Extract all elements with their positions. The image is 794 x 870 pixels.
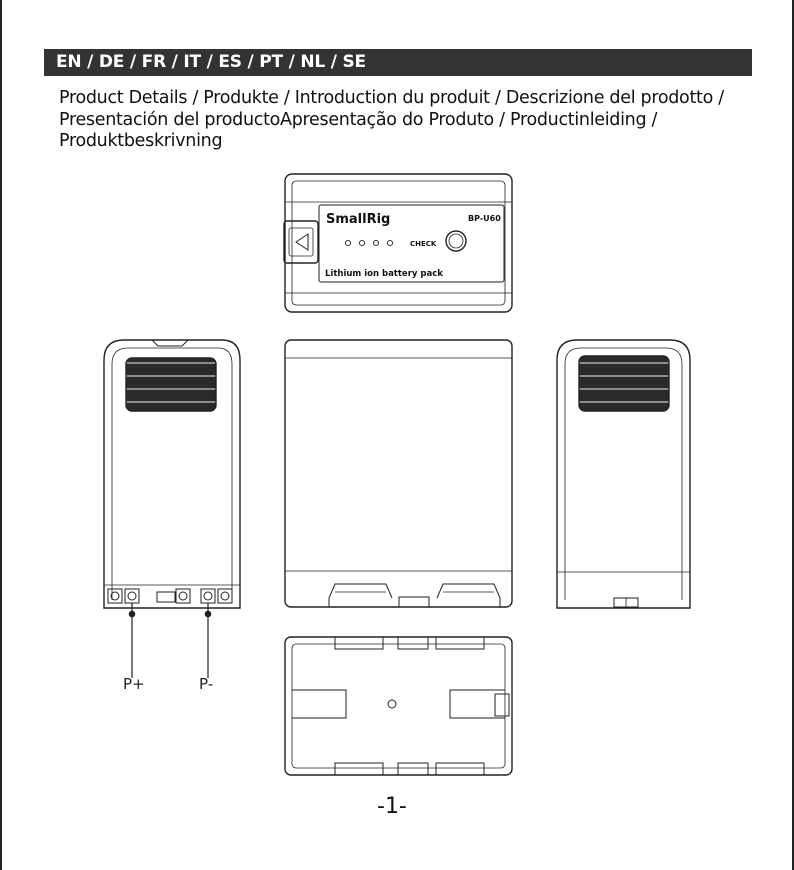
battery-top-view bbox=[284, 174, 512, 312]
check-label: CHECK bbox=[410, 240, 437, 248]
charge-indicator-leds bbox=[345, 240, 392, 245]
brand-logo: SmallRig bbox=[326, 212, 391, 227]
heading-line-2: Presentación del productoApresentação do Produto / Productinleiding / bbox=[59, 109, 658, 130]
negative-terminal-label: P- bbox=[199, 675, 214, 693]
model-number: BP-U60 bbox=[468, 214, 501, 223]
heading-line-1: Product Details / Produkte / Introduction du produit / Descrizione del prodotto / bbox=[59, 88, 724, 108]
vent-grille-left bbox=[126, 358, 216, 411]
battery-bottom-view bbox=[285, 637, 512, 775]
battery-front-view bbox=[285, 340, 512, 607]
terminal-contacts bbox=[108, 589, 232, 603]
page-number: -1- bbox=[377, 794, 407, 819]
battery-diagram bbox=[2, 0, 794, 870]
center-screw-hole bbox=[388, 700, 396, 708]
vent-grille-right bbox=[579, 356, 669, 411]
pack-type-label: Lithium ion battery pack bbox=[325, 269, 443, 279]
battery-right-side-view bbox=[557, 340, 690, 608]
battery-left-side-view bbox=[104, 340, 240, 678]
positive-terminal-label: P+ bbox=[123, 675, 145, 693]
heading-line-3: Produktbeskrivning bbox=[59, 131, 223, 151]
language-bar: EN / DE / FR / IT / ES / PT / NL / SE bbox=[44, 49, 752, 76]
